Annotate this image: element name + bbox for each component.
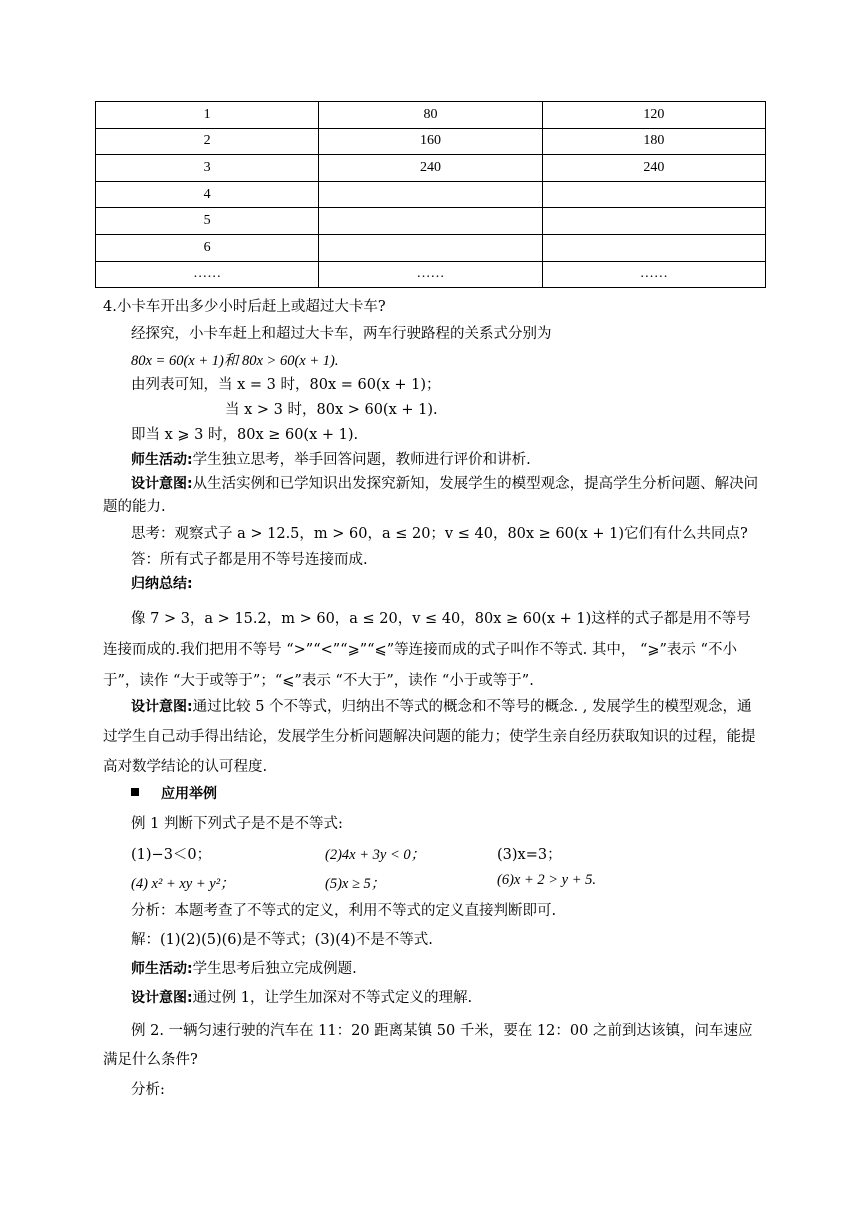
table-cell: 1 xyxy=(96,102,319,129)
activity-1-label: 师生活动: xyxy=(131,452,193,468)
conclusion-line: 即当 x ⩾ 3 时，80x ≥ 60(x + 1). xyxy=(131,427,359,443)
think-line: 思考：观察式子 a > 12.5，m > 60，a ≤ 20；v ≤ 40，80x ≥ 60(x + 1)它们有什么共同点? xyxy=(131,526,748,542)
table-cell: 120 xyxy=(542,102,765,129)
design-intent-3 xyxy=(131,988,472,1008)
ex1-item-4: (4) x² + xy + y²； xyxy=(131,876,235,892)
question-4: 4.小卡车开出多少小时后赶上或超过大卡车? xyxy=(103,299,386,315)
table-cell: 180 xyxy=(542,128,765,155)
section-heading xyxy=(131,784,217,804)
ex1-item-6: (6)x + 2 > y + 5. xyxy=(497,872,597,888)
table-cell xyxy=(319,208,542,235)
table-cell: 6 xyxy=(96,234,319,261)
table-cell xyxy=(319,181,542,208)
table-cell: …… xyxy=(96,261,319,288)
example-1: 例 1 判断下列式子是不是不等式: xyxy=(131,816,343,832)
table-row xyxy=(96,102,766,129)
section-title: 应用举例 xyxy=(161,786,217,802)
table-cell: 240 xyxy=(319,155,542,182)
design-2-text: 通过比较 5 个不等式，归纳出不等式的概念和不等号的概念. , 发展学生的模型观念，通过学生自己动手得出结论，发展学生分析问题解决问题的能力；使学生亲自经历获取知识的过程，能提高对数学结论的认可程度. xyxy=(103,699,756,775)
table-cell: …… xyxy=(319,261,542,288)
design-intent-1 xyxy=(103,473,760,519)
example-2: 例 2. 一辆匀速行驶的汽车在 11：20 距离某镇 50 千米，要在 12：00 之前到达该镇，问车速应满足什么条件? xyxy=(103,1023,753,1068)
table-cell: 3 xyxy=(96,155,319,182)
table-cell xyxy=(319,234,542,261)
table-cell: 2 xyxy=(96,128,319,155)
formula-line: 80x = 60(x + 1)和 80x > 60(x + 1). xyxy=(131,353,339,369)
ex1-item-1: (1)−3＜0； xyxy=(131,847,212,863)
table-cell xyxy=(542,208,765,235)
analysis-1: 分析：本题考查了不等式的定义，利用不等式的定义直接判断即可. xyxy=(131,903,557,919)
list-line-1: 由列表可知，当 x = 3 时，80x = 60(x + 1)； xyxy=(131,377,441,393)
activity-1 xyxy=(131,450,531,470)
table-body xyxy=(96,102,766,288)
table-cell: 80 xyxy=(319,102,542,129)
design-2-label: 设计意图: xyxy=(131,699,193,715)
design-1-text: 从生活实例和已学知识出发探究新知，发展学生的模型观念，提高学生分析问题、解决问题的能力. xyxy=(103,476,759,515)
table-cell: 160 xyxy=(319,128,542,155)
table-row xyxy=(96,181,766,208)
distance-table xyxy=(95,101,766,288)
table-row xyxy=(96,155,766,182)
table-cell xyxy=(542,234,765,261)
ex1-item-3: (3)x=3； xyxy=(497,847,562,863)
ex1-item-5: (5)x ≥ 5； xyxy=(325,876,386,892)
table-cell: …… xyxy=(542,261,765,288)
analysis-2: 分析: xyxy=(131,1082,165,1098)
list-line-2: 当 x > 3 时，80x > 60(x + 1). xyxy=(225,402,438,418)
summary-paragraph: 像 7 > 3，a > 15.2，m > 60，a ≤ 20，v ≤ 40，80x ≥ 60(x + 1)这样的式子都是用不等号连接而成的.我们把用不等号 “>”“<”“⩾”“⩽”等连接而成的式子叫作不等式. 其中， “⩾”表示 “不小于”，读作 “大于或等于”；“⩽”表示 “不大于”，读作 “小于或等于”. xyxy=(103,611,751,689)
table-row xyxy=(96,261,766,288)
table-cell xyxy=(542,181,765,208)
design-3-label: 设计意图: xyxy=(131,990,193,1006)
design-1-label: 设计意图: xyxy=(131,476,193,492)
design-3-text: 通过例 1，让学生加深对不等式定义的理解. xyxy=(192,990,473,1006)
table-row xyxy=(96,234,766,261)
explore-text: 经探究，小卡车赶上和超过大卡车，两车行驶路程的关系式分别为 xyxy=(131,326,552,342)
solution-1: 解：(1)(2)(5)(6)是不等式；(3)(4)不是不等式. xyxy=(131,932,433,948)
table-row xyxy=(96,208,766,235)
design-intent-2 xyxy=(103,692,760,782)
square-bullet-icon xyxy=(131,788,139,796)
table-cell: 5 xyxy=(96,208,319,235)
table-cell: 240 xyxy=(542,155,765,182)
table-row xyxy=(96,128,766,155)
ex1-item-2: (2)4x + 3y < 0； xyxy=(325,847,426,863)
summary-label: 归纳总结: xyxy=(131,576,193,592)
table-cell: 4 xyxy=(96,181,319,208)
activity-2-text: 学生思考后独立完成例题. xyxy=(192,961,357,977)
activity-2 xyxy=(131,959,357,979)
answer-line: 答：所有式子都是用不等号连接而成. xyxy=(131,552,368,568)
activity-2-label: 师生活动: xyxy=(131,961,193,977)
activity-1-text: 学生独立思考，举手回答问题，教师进行评价和讲析. xyxy=(192,452,531,468)
